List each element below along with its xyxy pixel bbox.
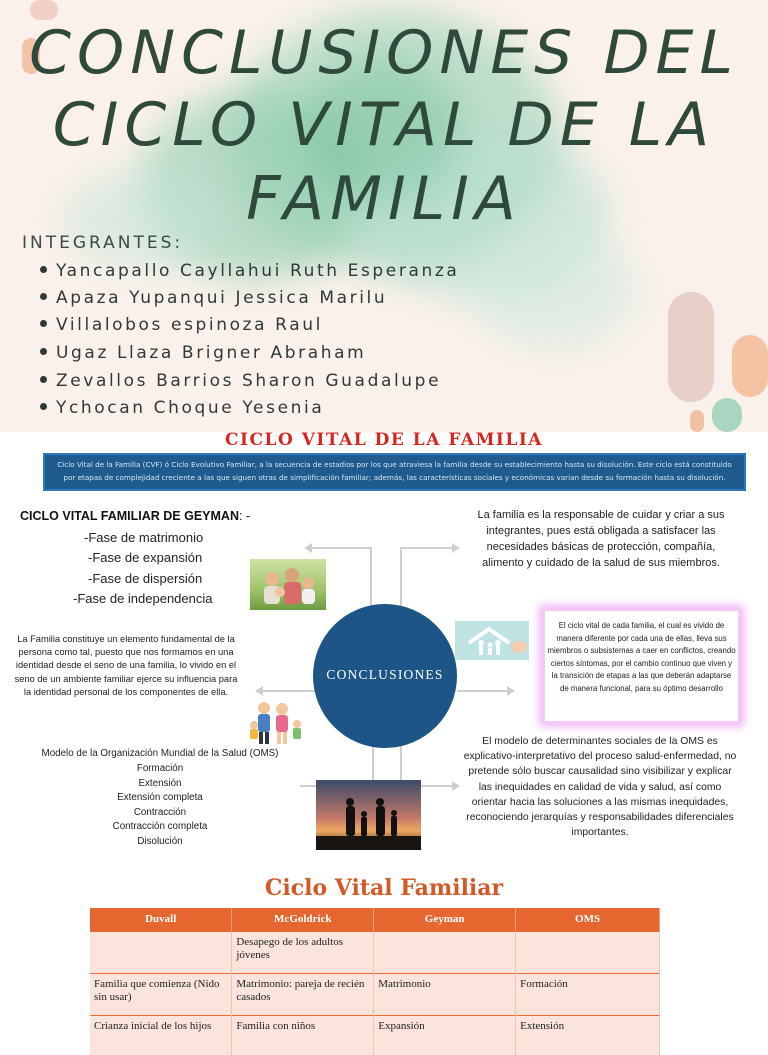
member-item: Villalobos espinoza Raul: [40, 315, 323, 335]
table-header-cell: McGoldrick: [232, 908, 374, 931]
connector-line: [400, 547, 452, 549]
decorative-shape: [668, 292, 714, 402]
ciclo-vital-title: CICLO VITAL DE LA FAMILIA: [225, 430, 543, 450]
oms-stage: Contracción completa: [112, 821, 208, 832]
oms-stage: Contracción: [133, 807, 187, 818]
arrow-left-icon: [304, 543, 312, 553]
arrow-left-icon: [255, 686, 263, 696]
arrow-right-icon: [452, 781, 460, 791]
ciclo-vital-definition: Ciclo Vital de la Familia (CVF) ó Ciclo Evolutivo Familiar, a la secuencia de estadios por los que atraviesa la familia desde su establecimiento hasta su disolución. Este ciclo está constituido por etapas de complejidad creciente a las que siguen otras de simplificación familiar; además, las características sociales y económicas varían desde su formación hasta su disolución.: [43, 453, 746, 491]
watercolor-blob: [470, 230, 640, 350]
geyman-phase: -Fase de matrimonio: [84, 530, 204, 545]
decorative-shape: [30, 0, 58, 20]
table-row: [90, 931, 660, 973]
page-title-line-3: FAMILIA: [246, 164, 522, 234]
member-item: Zevallos Barrios Sharon Guadalupe: [40, 371, 441, 391]
decorative-shape: [712, 398, 742, 432]
oms-model-text: El modelo de determinantes sociales de la OMS es explicativo-interpretativo del proceso salud-enfermedad, no pretende sólo buscar causalidad sino visibilizar y explicar las inequidades en calidad de vida y salud, así como orientar hacia las soluciones a las mismas inequidades, reconociendo jerarquías y responsabilidades diferenciales importantes.: [463, 736, 737, 839]
member-item: Ugaz Llaza Brigner Abraham: [40, 343, 366, 363]
oms-title: Modelo de la Organización Mundial de la Salud (OMS): [41, 748, 279, 759]
table-row: [90, 1015, 660, 1055]
ciclo-vital-table: [90, 908, 660, 1055]
table-header-cell: Geyman: [374, 908, 516, 931]
oms-stage: Disolución: [137, 836, 183, 847]
family-photo-illustration: [250, 559, 326, 610]
decorative-shape: [732, 335, 768, 397]
bullet-icon: [40, 266, 47, 273]
table-cell: [90, 931, 232, 973]
table-cell: [374, 931, 516, 973]
ciclo-vital-note-text: El ciclo vital de cada familia, el cual es vivido de manera diferente por cada una de ellas, lleva sus miembros o subsistemas a caer en conflictos, creando ciertos síntomas, por el cambio continuo que viven y la transición de etapas a las que deberán adaptarse de manera funcional, para su óptimo desarrollo: [547, 621, 736, 693]
arrow-right-icon: [452, 543, 460, 553]
conclusions-label: CONCLUSIONES: [326, 667, 444, 682]
responsibility-text: La familia es la responsable de cuidar y criar a sus integrantes, pues está obligada a satisfacer las necesidades básicas de protección, compañía, alimento y cuidado de la salud de sus miembros.: [477, 509, 725, 569]
table-cell: Expansión: [374, 1015, 516, 1055]
table-cell: Formación: [516, 973, 660, 1015]
bullet-icon: [40, 348, 47, 355]
table-cell: Desapego de los adultos jóvenes: [232, 931, 374, 973]
connector-line: [263, 690, 315, 692]
page-title-line-1: CONCLUSIONES DEL: [29, 18, 739, 88]
family-cartoon-illustration: [246, 699, 308, 747]
table-header-cell: OMS: [516, 908, 660, 931]
sunset-family-illustration: [316, 780, 421, 850]
sunset-family-image: [316, 780, 421, 850]
connector-line: [457, 690, 507, 692]
connector-line: [312, 547, 372, 549]
bullet-icon: [40, 320, 47, 327]
bullet-icon: [40, 376, 47, 383]
oms-stage: Extensión: [138, 778, 182, 789]
geyman-phase: -Fase de independencia: [73, 591, 213, 606]
family-photo-image: [250, 559, 326, 610]
table-title: Ciclo Vital Familiar: [264, 875, 504, 901]
member-item: Yancapallo Cayllahui Ruth Esperanza: [40, 261, 459, 281]
table-row: [90, 973, 660, 1015]
table-cell: Crianza inicial de los hijos: [90, 1015, 232, 1055]
geyman-title: CICLO VITAL FAMILIAR DE GEYMAN: -: [20, 509, 251, 523]
page-title-line-2: CICLO VITAL DE LA: [52, 90, 716, 160]
table-cell: Familia con niños: [232, 1015, 374, 1055]
family-cartoon-image: [246, 699, 308, 747]
table-cell: Matrimonio: [374, 973, 516, 1015]
member-item: Ychocan Choque Yesenia: [40, 398, 324, 418]
table-cell: [516, 931, 660, 973]
bullet-icon: [40, 403, 47, 410]
geyman-phase: -Fase de expansión: [88, 550, 203, 565]
connector-line: [400, 548, 402, 606]
integrantes-label: INTEGRANTES:: [22, 233, 184, 253]
bullet-icon: [40, 293, 47, 300]
oms-stage: Extensión completa: [117, 792, 203, 803]
table-header-cell: Duvall: [90, 908, 232, 931]
house-hands-illustration: [455, 621, 529, 660]
header-banner: [0, 0, 768, 432]
connector-line: [370, 548, 372, 606]
arrow-right-icon: [507, 686, 515, 696]
table-cell: Familia que comienza (Nido sin usar): [90, 973, 232, 1015]
member-item: Apaza Yupanqui Jessica Marilu: [40, 288, 387, 308]
geyman-phase: -Fase de dispersión: [88, 571, 203, 586]
table-cell: Extensión: [516, 1015, 660, 1055]
oms-stage: Formación: [136, 763, 184, 774]
conclusions-circle: [313, 604, 457, 748]
identity-text: La Familia constituye un elemento fundamental de la persona como tal, puesto que nos formamos en una identidad desde el seno de una familia, lo vivido en el seno de un ambiente familiar ejerce su influencia para la identidad personal de los componentes de ella.: [14, 634, 238, 697]
ciclo-vital-note-box: [543, 609, 740, 723]
house-hands-image: [455, 621, 529, 660]
table-header-row: [90, 908, 660, 931]
table-cell: Matrimonio: pareja de recién casados: [232, 973, 374, 1015]
decorative-shape: [690, 410, 704, 432]
